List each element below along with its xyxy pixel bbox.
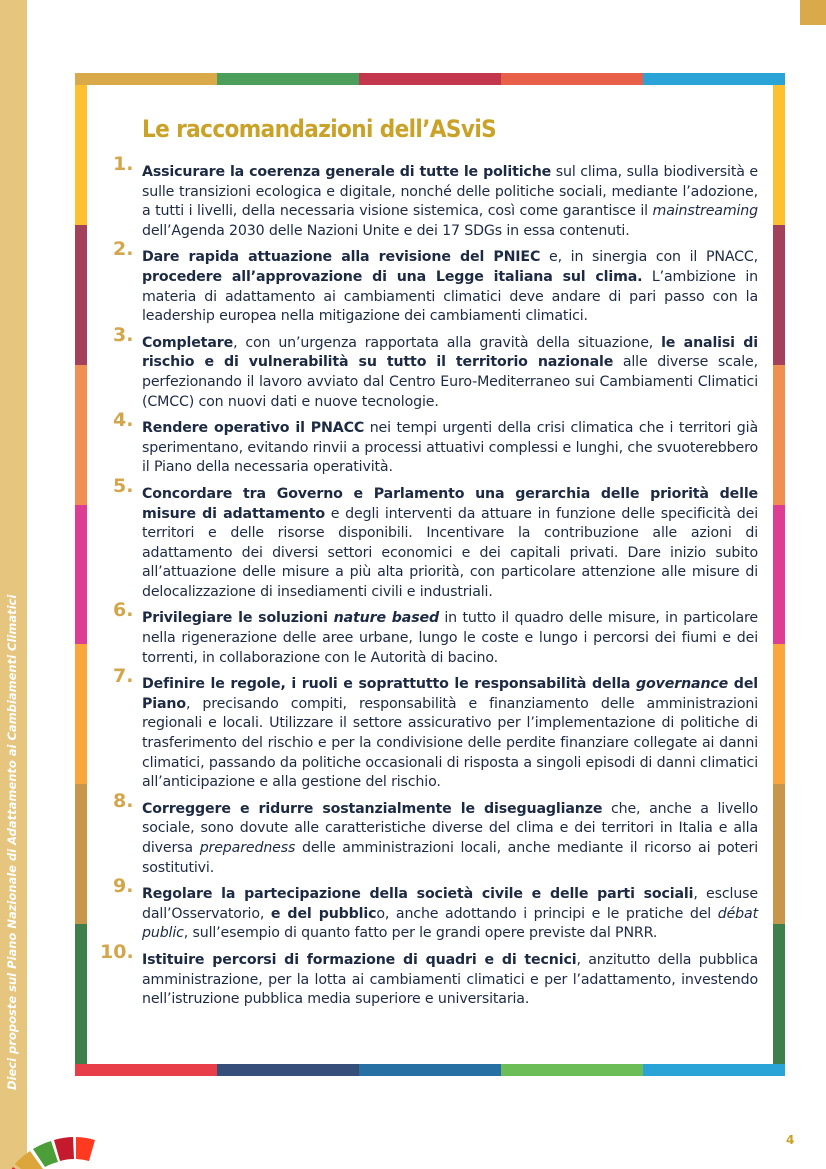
frame-right-segment [773, 85, 785, 225]
recommendation-item [98, 665, 759, 793]
emphasis-text: nature based [333, 610, 439, 627]
emphasis-text: del Piano [142, 676, 759, 712]
frame-left-bar [75, 85, 87, 1064]
frame-top-segment [217, 73, 359, 85]
body-text: , sull’esempio di quanto fatto per le grandi opere previste dal PNRR. [183, 925, 658, 942]
recommendation-text [142, 609, 758, 668]
frame-top-segment [359, 73, 501, 85]
recommendation-item [98, 323, 758, 412]
recommendation-item [98, 474, 758, 603]
emphasis-text: Definire le regole, i ruoli e soprattutto le responsabilità della [142, 676, 637, 693]
recommendation-text [142, 951, 758, 1010]
recommendation-item [98, 409, 758, 478]
frame-right-segment [773, 644, 785, 784]
recommendation-text [142, 800, 758, 878]
emphasis-text: governance [636, 676, 729, 693]
frame-right-segment [773, 225, 785, 365]
body-text: alle diverse scale, perfezionando il lavoro avviato dal Centro Euro-Mediterraneo sui Cambiamenti Climatici (CMCC) con nuovi dati e nuove tecnologie. [142, 354, 758, 410]
body-text: , anzitutto della pubblica amministrazione, per la lotta ai cambiamenti climatici e per l’adattamento, investendo nell’istruzione pubblica media superiore e universitaria. [142, 951, 758, 1008]
emphasis-text: le analisi di rischio e di vulnerabilità su tutto il territorio nazionale [142, 334, 758, 371]
frame-top-segment [643, 73, 785, 85]
emphasis-text: procedere all’approvazione di una Legge italiana sul clima. [142, 268, 643, 285]
emphasis-text: mainstreaming [652, 203, 758, 220]
body-text: , con un’urgenza rapportata alla gravità della situazione, [233, 334, 662, 351]
body-text: che, anche a livello sociale, sono dovute alle caratteristiche diverse del clima e dei territori in Italia e alla diversa [142, 800, 758, 856]
sdg-wheel-logo [0, 1095, 100, 1169]
recommendation-number: 7. [113, 665, 134, 688]
emphasis-text: e del pubblic [270, 905, 377, 922]
frame-left-segment [75, 924, 87, 1064]
page-number: 4 [786, 1133, 795, 1147]
recommendation-item [98, 153, 758, 241]
recommendation-item [98, 940, 758, 1010]
emphasis-text: Regolare la partecipazione della società civile e delle parti sociali [142, 886, 694, 903]
frame-top-bar [75, 73, 785, 85]
emphasis-text: Concordare tra Governo e Parlamento una gerarchia delle priorità delle misure di adattamento [142, 485, 758, 522]
emphasis-text: débat public [142, 905, 758, 942]
recommendation-number: 9. [113, 875, 134, 898]
page-title: Le raccomandazioni dell’ASviS [142, 115, 497, 143]
frame-bottom-segment [75, 1064, 217, 1076]
frame-bottom-segment [217, 1064, 359, 1076]
recommendation-text [142, 885, 758, 944]
frame-right-bar [773, 85, 785, 1064]
body-text: , escluse dall’Osservatorio, [142, 886, 758, 922]
recommendation-number: 8. [113, 789, 134, 812]
frame-left-segment [75, 644, 87, 784]
side-label: Dieci proposte sul Piano Nazionale di Adattamento ai Cambiamenti Climatici [5, 594, 19, 1090]
recommendation-item [98, 875, 758, 944]
frame-top-segment [501, 73, 643, 85]
body-text: , precisando compiti, responsabilità e finanziamento delle amministrazioni regionali e locali. Utilizzare il settore assicurativo per l’implementazione di politiche di trasferimento del rischio e per la condivisione delle perdite finanziare collegate ai danni climatici, passando da politiche occasionali di risposta a singoli episodi di danni climatici all’anticipazione e alla gestione del rischio. [142, 695, 758, 791]
recommendation-number: 5. [113, 474, 134, 497]
body-text: delle amministrazioni locali, anche mediante il ricorso ai poteri sostitutivi. [142, 840, 758, 876]
frame-top-segment [75, 73, 217, 85]
recommendation-text [142, 334, 758, 412]
recommendation-number: 4. [113, 409, 134, 432]
recommendation-text [142, 675, 758, 793]
recommendation-item [98, 599, 758, 668]
body-text: nei tempi urgenti della crisi climatica che i territori già sperimentano, evitando rinvii a processi attuativi complessi e lunghi, che svuoterebbero il Piano della necessaria operatività. [142, 420, 758, 476]
body-text: sul clima, sulla biodiversità e sulle transizioni ecologica e digitale, nonché delle politiche sociali, mediante l’adozione, a tutti i livelli, della necessaria visione sistemica, così come garantisce il [142, 164, 758, 220]
recommendation-number: 10. [100, 940, 134, 963]
frame-bottom-segment [643, 1064, 785, 1076]
recommendation-text [142, 163, 758, 241]
recommendation-number: 2. [113, 238, 134, 261]
recommendation-item [98, 789, 758, 878]
body-text: L’ambizione in materia di adattamento ai cambiamenti climatici deve andare di pari passo con la leadership europea nella mitigazione dei cambiamenti climatici. [142, 268, 758, 325]
frame-bottom-bar [75, 1064, 785, 1076]
recommendation-item [98, 238, 758, 326]
frame-left-segment [75, 225, 87, 365]
recommendation-text [142, 248, 758, 326]
emphasis-text: Privilegiare le soluzioni [142, 610, 334, 627]
recommendations-list [98, 153, 759, 1010]
body-text: e degli interventi da attuare in funzione delle specificità dei territori e delle risorse disponibili. Incentivare la contribuzione alle azioni di adattamento dei diversi settori economici e dei capitali privati. Dare inizio subito all’attuazione delle misure a più alta priorità, con particolare attenzione alle misure di delocalizzazione di insediamenti civili e industriali. [142, 505, 758, 600]
corner-tab [800, 0, 826, 25]
body-text: o, anche adottando i principi e le pratiche del [376, 905, 718, 922]
frame-left-segment [75, 505, 87, 645]
body-text: in tutto il quadro delle misure, in particolare nella rigenerazione delle aree urbane, lungo le coste e lungo i percorsi dei fiumi e dei torrenti, in collaborazione con le Autorità di bacino. [142, 610, 758, 666]
frame-left-segment [75, 365, 87, 505]
recommendation-number: 6. [113, 599, 134, 622]
emphasis-text: Rendere operativo il PNACC [142, 420, 365, 437]
emphasis-text: Correggere e ridurre sostanzialmente le diseguaglianze [142, 800, 603, 817]
frame-left-segment [75, 784, 87, 924]
frame-right-segment [773, 784, 785, 924]
recommendation-number: 1. [113, 153, 134, 175]
emphasis-text: Assicurare la coerenza generale di tutte le politiche [142, 164, 552, 180]
body-text: e, in sinergia con il PNACC, [540, 249, 758, 266]
recommendation-text [142, 485, 758, 603]
frame-left-segment [75, 85, 87, 225]
emphasis-text: Istituire percorsi di formazione di quadri e di tecnici [142, 951, 577, 968]
frame-right-segment [773, 924, 785, 1064]
emphasis-text: Completare [142, 334, 234, 351]
frame-right-segment [773, 365, 785, 505]
emphasis-text: preparedness [199, 840, 296, 856]
recommendation-text [142, 419, 758, 478]
body-text: dell’Agenda 2030 delle Nazioni Unite e dei 17 SDGs in essa contenuti. [142, 222, 630, 239]
frame-bottom-segment [501, 1064, 643, 1076]
frame-right-segment [773, 505, 785, 645]
main-content [98, 114, 758, 1017]
recommendation-number: 3. [113, 323, 134, 346]
emphasis-text: Dare rapida attuazione alla revisione del PNIEC [142, 249, 541, 266]
frame-bottom-segment [359, 1064, 501, 1076]
